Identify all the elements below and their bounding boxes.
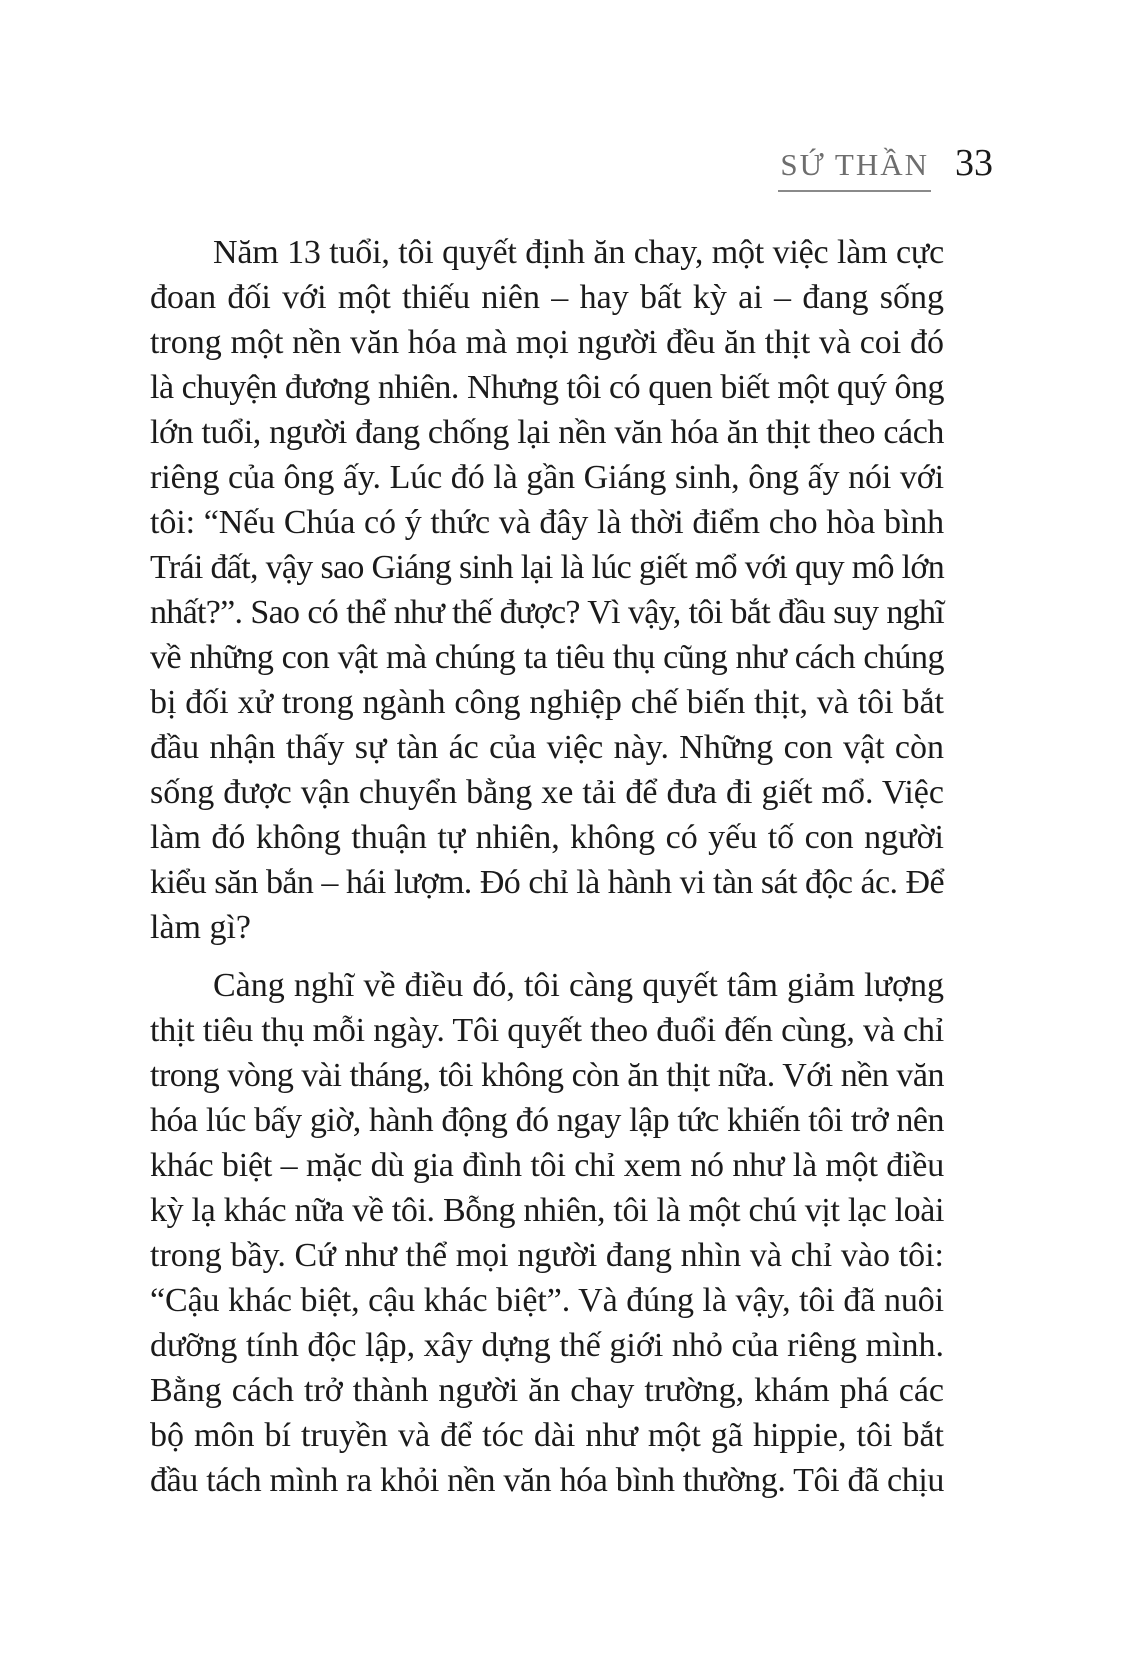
text-line: làm gì? bbox=[150, 909, 252, 946]
body-text bbox=[150, 230, 944, 1503]
text-line: đầu tách mình ra khỏi nền văn hóa bình thường. Tôi đã chịu bbox=[150, 1462, 944, 1499]
text-line: bộ môn bí truyền và để tóc dài như một gã hippie, tôi bắt bbox=[150, 1417, 944, 1454]
text-line: Trái đất, vậy sao Giáng sinh lại là lúc giết mổ với quy mô lớn bbox=[150, 549, 944, 586]
running-title: SỨ THẦN bbox=[778, 147, 931, 192]
text-line: dưỡng tính độc lập, xây dựng thế giới nhỏ của riêng mình. bbox=[150, 1327, 944, 1364]
paragraph bbox=[150, 230, 944, 950]
text-line: thịt tiêu thụ mỗi ngày. Tôi quyết theo đuổi đến cùng, và chỉ bbox=[150, 1012, 944, 1049]
page-number: 33 bbox=[955, 142, 993, 184]
text-line: bị đối xử trong ngành công nghiệp chế biến thịt, và tôi bắt bbox=[150, 684, 944, 721]
text-line: trong vòng vài tháng, tôi không còn ăn thịt nữa. Với nền văn bbox=[150, 1057, 944, 1094]
text-line: làm đó không thuận tự nhiên, không có yếu tố con người bbox=[150, 819, 944, 856]
text-line: lớn tuổi, người đang chống lại nền văn hóa ăn thịt theo cách bbox=[150, 414, 944, 451]
page-header bbox=[778, 141, 993, 192]
text-line: trong bầy. Cứ như thể mọi người đang nhìn và chỉ vào tôi: bbox=[150, 1237, 944, 1274]
text-line: Càng nghĩ về điều đó, tôi càng quyết tâm giảm lượng bbox=[213, 967, 944, 1004]
text-line: sống được vận chuyển bằng xe tải để đưa đi giết mổ. Việc bbox=[150, 774, 944, 811]
text-line: kiểu săn bắn – hái lượm. Đó chỉ là hành vi tàn sát độc ác. Để bbox=[150, 864, 944, 901]
text-line: Năm 13 tuổi, tôi quyết định ăn chay, một việc làm cực bbox=[213, 234, 944, 271]
text-line: trong một nền văn hóa mà mọi người đều ăn thịt và coi đó bbox=[150, 324, 944, 361]
text-line: kỳ lạ khác nữa về tôi. Bỗng nhiên, tôi là một chú vịt lạc loài bbox=[150, 1192, 944, 1229]
text-line: hóa lúc bấy giờ, hành động đó ngay lập tức khiến tôi trở nên bbox=[150, 1102, 944, 1139]
text-line: khác biệt – mặc dù gia đình tôi chỉ xem nó như là một điều bbox=[150, 1147, 944, 1184]
paragraph bbox=[150, 963, 944, 1503]
text-line: nhất?”. Sao có thể như thế được? Vì vậy, tôi bắt đầu suy nghĩ bbox=[150, 594, 944, 631]
text-line: riêng của ông ấy. Lúc đó là gần Giáng sinh, ông ấy nói với bbox=[150, 459, 944, 496]
text-line: Bằng cách trở thành người ăn chay trường, khám phá các bbox=[150, 1372, 944, 1409]
text-line: là chuyện đương nhiên. Nhưng tôi có quen biết một quý ông bbox=[150, 369, 944, 406]
text-line: về những con vật mà chúng ta tiêu thụ cũng như cách chúng bbox=[150, 639, 944, 676]
text-line: đoan đối với một thiếu niên – hay bất kỳ ai – đang sống bbox=[150, 279, 944, 316]
text-line: đầu nhận thấy sự tàn ác của việc này. Những con vật còn bbox=[150, 729, 944, 766]
text-line: tôi: “Nếu Chúa có ý thức và đây là thời điểm cho hòa bình bbox=[150, 504, 944, 541]
text-line: “Cậu khác biệt, cậu khác biệt”. Và đúng là vậy, tôi đã nuôi bbox=[150, 1282, 944, 1319]
